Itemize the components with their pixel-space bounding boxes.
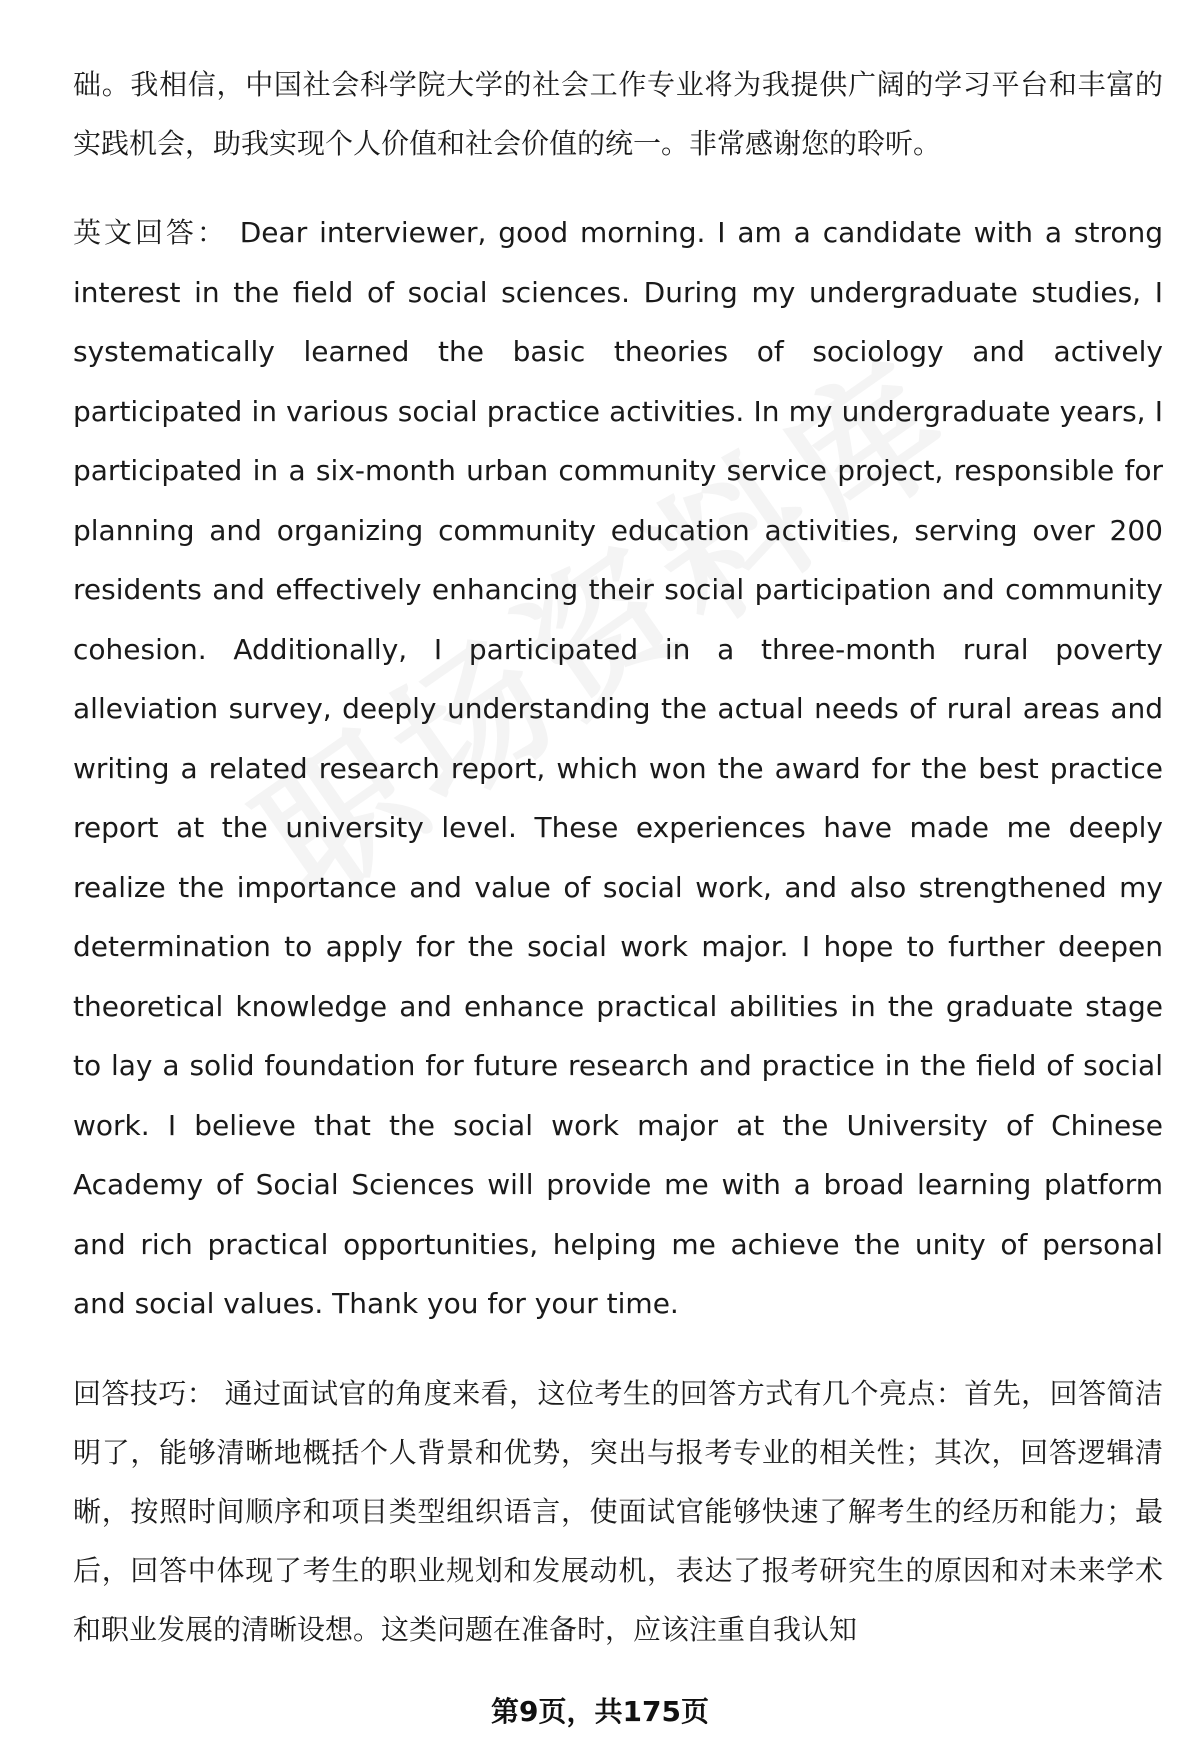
- tips-label: 回答技巧：: [73, 1376, 216, 1410]
- tips-text: 通过面试官的角度来看，这位考生的回答方式有几个亮点：首先，回答简洁明了，能够清晰地概括个人背景和优势，突出与报考专业的相关性；其次，回答逻辑清晰，按照时间顺序和项目类型组织语言，使面试官能够快速了解考生的经历和能力；最后，回答中体现了考生的职业规划和发展动机，表达了报考研究生的原因和对未来学术和职业发展的清晰设想。这类问题在准备时，应该注重自我认知: [73, 1376, 1163, 1646]
- intro-paragraph: 础。我相信，中国社会科学院大学的社会工作专业将为我提供广阔的学习平台和丰富的实践机会，助我实现个人价值和社会价值的统一。非常感谢您的聆听。: [73, 68, 1163, 160]
- page-indicator: 第9页，共175页: [491, 1695, 709, 1728]
- english-answer-text: Dear interviewer, good morning. I am a candidate with a strong interest in the field of social sciences. During my undergraduate studies, I systematically learned the basic theories of sociology and actively participated in various social practice activities. In my undergraduate years, I participated in a six-month urban community service project, responsible for planning and organizing community education activities, serving over 200 residents and effectively enhancing their social participation and community cohesion. Additionally, I participated in a three-month rural poverty alleviation survey, deeply understanding the actual needs of rural areas and writing a related research report, which won the award for the best practice report at the university level. These experiences have made me deeply realize the importance and value of social work, and also strengthened my determination to apply for the social work major. I hope to further deepen theoretical knowledge and enhance practical abilities in the graduate stage to lay a solid foundation for future research and practice in the field of social work. I believe that the social work major at the University of Chinese Academy of Social Sciences will provide me with a broad learning platform and rich practical opportunities, helping me achieve the unity of personal and social values. Thank you for your time.: [73, 216, 1163, 1320]
- english-answer-label: 英文回答：: [73, 216, 228, 249]
- english-answer-paragraph: [73, 203, 1163, 1334]
- document-body: [73, 55, 1163, 1659]
- tips-paragraph: [73, 1364, 1163, 1659]
